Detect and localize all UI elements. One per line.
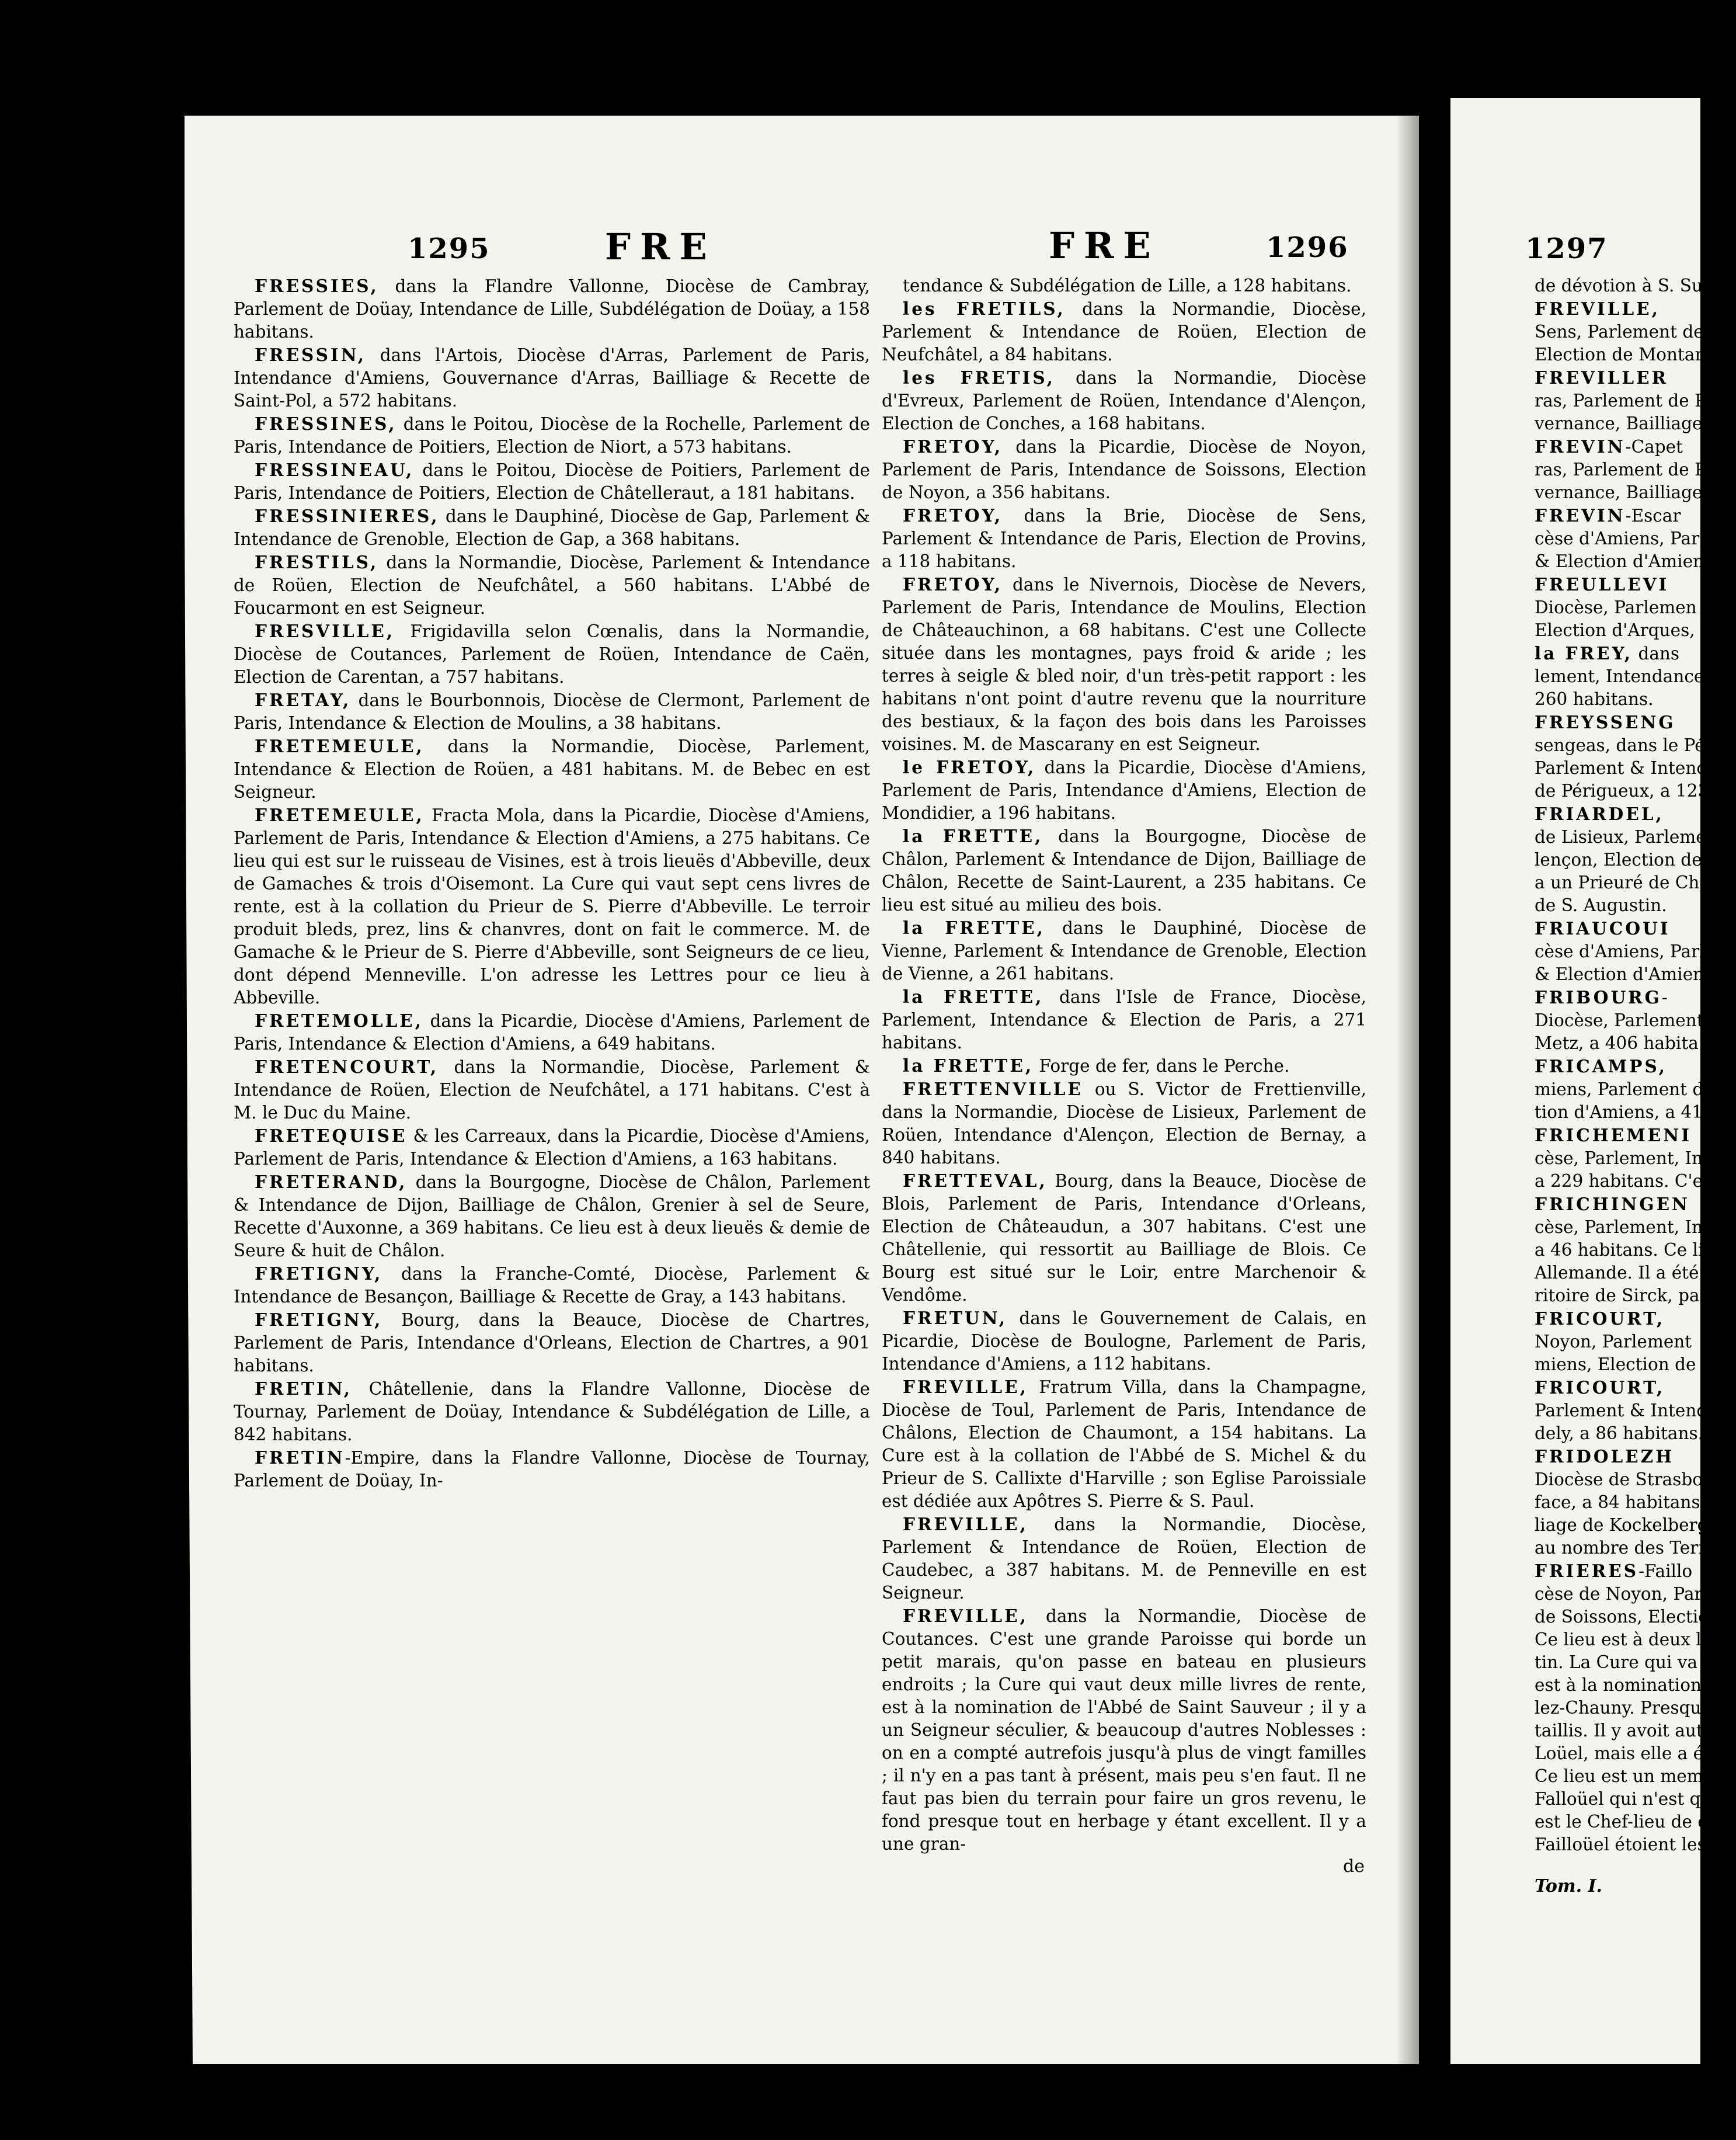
- dictionary-entry: [234, 551, 870, 620]
- entry-headword: FRIAUCOUI: [1535, 918, 1671, 939]
- entry-text: Diocèse, Parlement: [1535, 1010, 1704, 1030]
- dictionary-entry: [234, 1055, 870, 1124]
- entry-headword: FRICHEMENI: [1535, 1125, 1692, 1145]
- entry-text: cèse, Parlement, Int: [1535, 1217, 1710, 1237]
- dictionary-entry: [882, 573, 1366, 756]
- entry-text: ras, Parlement de Par: [1535, 460, 1724, 480]
- dictionary-entry: [1521, 711, 1700, 734]
- dictionary-entry: [234, 1262, 870, 1308]
- dictionary-entry: [882, 1307, 1366, 1375]
- dictionary-entry: [234, 620, 870, 689]
- entry-text: Loüel, mais elle a été e: [1535, 1743, 1736, 1763]
- entry-headword: FRESSINIERES,: [255, 506, 440, 526]
- dictionary-entry: [1521, 1170, 1712, 1193]
- dictionary-entry: [234, 458, 870, 505]
- dictionary-entry: [234, 275, 870, 343]
- entry-text: dans le Bourbonnois, Diocèse de Clermont, Parlement de Paris, Intendance & Election de Moulins, a 38 habitans.: [234, 690, 870, 733]
- dictionary-entry: [882, 985, 1366, 1054]
- dictionary-entry: [1521, 1445, 1700, 1468]
- dictionary-entry: [882, 1375, 1366, 1513]
- entry-headword: FREVILLER: [1535, 367, 1669, 388]
- dictionary-entry: [1521, 596, 1700, 619]
- entry-text: dans le Nivernois, Diocèse de Nevers, Parlement de Paris, Intendance de Moulins, Election de Châteauchinon, a 68 habitans. C'est une Collecte située dans les montagnes, pays froid & aride ; les terres à seigle & bled noir, d'un très-petit rapport : les habitans n'ont point d'autre revenu que la nourriture des bestiaux, & la façon des bois dans les Paroisses voisines. M. de Mascarany en est Seigneur.: [882, 575, 1366, 754]
- page-number-next: 1297: [1525, 232, 1608, 265]
- entry-text: Election de Montar: [1535, 345, 1703, 364]
- entry-headword: FREVIN: [1535, 436, 1626, 457]
- entry-text: cèse d'Amiens, Par: [1535, 529, 1700, 548]
- entry-text: de S. Augustin.: [1535, 895, 1667, 915]
- dictionary-entry: [1521, 826, 1717, 849]
- entry-text: a un Prieuré de Cha: [1535, 873, 1710, 892]
- dictionary-entry: [234, 1446, 870, 1492]
- dictionary-entry: [1521, 1559, 1700, 1583]
- entry-text: au nombre des Terre: [1535, 1538, 1717, 1558]
- dictionary-entry: [1521, 1032, 1700, 1055]
- dictionary-entry: [882, 297, 1366, 366]
- page-number-left: 1295: [408, 232, 490, 265]
- entry-headword: FRESSINEAU,: [255, 460, 415, 480]
- entry-text: dans la Normandie, Diocèse, Parlement, Intendance & Election de Roüen, a 481 habitans. M. de Bebec en est Seigneur.: [234, 737, 870, 802]
- dictionary-entry: [1521, 1833, 1728, 1856]
- column-3-partial: [1521, 275, 1736, 1856]
- entry-headword: FRETEMEULE,: [255, 736, 425, 756]
- dictionary-entry: [882, 366, 1366, 435]
- entry-text: a 229 habitans. C'es: [1535, 1171, 1712, 1191]
- dictionary-entry: [1521, 1101, 1703, 1124]
- dictionary-entry: [1521, 1606, 1720, 1628]
- dictionary-entry: [234, 1124, 870, 1170]
- entry-headword: FRESSIN,: [255, 345, 367, 365]
- entry-text: Bourg, dans la Beauce, Diocèse de Blois, Parlement de Paris, Intendance d'Orleans, Election de Châteaudun, a 307 habitans. C'est une Châtellenie, qui ressortit au Bailliage de Blois. Ce Bourg est situé sur le Loir, entre Marchenoir & Vendôme.: [882, 1171, 1366, 1305]
- dictionary-entry: [1521, 504, 1700, 527]
- entry-text: Fratrum Villa, dans la Champagne, Diocèse de Toul, Parlement de Paris, Intendance de Châlons, Election de Chaumont, a 154 habitans. La Cure est à la collation de l'Abbé de S. Michel & du Prieur de S. Callixte d'Harville ; son Eglise Paroissiale est dédiée aux Apôtres S. Pierre & S. Paul.: [882, 1377, 1366, 1511]
- entry-text: Allemande. Il a été u: [1535, 1263, 1716, 1283]
- entry-text: de dévotion à S. Su: [1535, 276, 1703, 296]
- entry-text: Bourg, dans la Beauce, Diocèse de Chartres, Parlement de Paris, Intendance d'Orleans, Election de Chartres, a 901 habitans.: [234, 1310, 870, 1375]
- entry-headword: les FRETIS,: [903, 367, 1055, 388]
- dictionary-entry: [1521, 1651, 1700, 1674]
- dictionary-entry: [234, 343, 870, 412]
- dictionary-entry: [1521, 366, 1700, 390]
- entry-text: dans la Normandie, Diocèse, Parlement & Intendance de Roüen, Election de Neufchâtel, a 84 habitans.: [882, 299, 1366, 364]
- entry-headword: la FRETTE,: [903, 986, 1044, 1007]
- dictionary-entry: [882, 504, 1366, 573]
- dictionary-entry: [1521, 619, 1700, 642]
- dictionary-entry: [1521, 1765, 1714, 1788]
- dictionary-entry: [1521, 780, 1709, 802]
- dictionary-entry: [1521, 802, 1700, 826]
- entry-text: dans le Poitou, Diocèse de la Rochelle, Parlement de Paris, Intendance de Poitiers, Election de Niort, a 573 habitans.: [234, 414, 870, 457]
- entry-text: dans la Picardie, Diocèse d'Amiens, Parlement de Paris, Intendance & Election d'Amiens, a 649 habitans.: [234, 1011, 870, 1054]
- entry-text: lez-Chauny. Presque: [1535, 1698, 1711, 1718]
- entry-text: cèse d'Amiens, Parl: [1535, 942, 1705, 961]
- entry-text: dans la Bourgogne, Diocèse de Châlon, Parlement & Intendance de Dijon, Bailliage de Châlon, Recette de Saint-Laurent, a 235 habitans. Ce lieu est situé au milieu des bois.: [882, 826, 1366, 915]
- dictionary-entry: [1521, 1422, 1724, 1445]
- entry-headword: FREVILLE,: [1535, 298, 1660, 319]
- entry-text: Election d'Arques,: [1535, 620, 1695, 640]
- catchword: de: [1343, 1856, 1365, 1877]
- gutter-shadow: [1396, 116, 1419, 2064]
- entry-headword: FRESTILS,: [255, 552, 379, 572]
- entry-headword: la FRETTE,: [903, 918, 1045, 938]
- dictionary-entry: [1521, 894, 1700, 917]
- dictionary-entry: [1521, 1674, 1717, 1697]
- entry-headword: FRETTEVAL,: [903, 1170, 1048, 1191]
- entry-headword: FRETAY,: [255, 690, 352, 710]
- dictionary-entry: [1521, 343, 1703, 366]
- running-head-right: FRE: [1049, 224, 1160, 267]
- entry-text: dans l'Isle de France, Diocèse, Parlement, Intendance & Election de Paris, a 271 habitans.: [882, 987, 1366, 1052]
- dictionary-entry: [882, 1169, 1366, 1307]
- entry-text: Diocèse de Strasbourg: [1535, 1469, 1734, 1489]
- dictionary-entry: [1521, 1719, 1703, 1742]
- entry-text: ritoire de Sirck, par: [1535, 1286, 1708, 1305]
- entry-text: ras, Parlement de Par: [1535, 391, 1724, 411]
- dictionary-entry: [1521, 573, 1700, 596]
- running-head-left: FRE: [605, 225, 716, 268]
- entry-text: Parlement & Intendan: [1535, 1401, 1729, 1420]
- dictionary-entry: [882, 1513, 1366, 1604]
- dictionary-entry: [234, 1308, 870, 1377]
- dictionary-entry: [882, 825, 1366, 916]
- entry-headword: FRIERES: [1535, 1561, 1639, 1581]
- dictionary-entry: [1521, 1811, 1707, 1833]
- entry-headword: FREVILLE,: [903, 1514, 1028, 1534]
- entry-text: face, a 84 habitans.: [1535, 1492, 1706, 1512]
- dictionary-entry: [1521, 1583, 1703, 1606]
- dictionary-entry: [1521, 1537, 1717, 1559]
- entry-text: Ce lieu est à deux lieu: [1535, 1630, 1728, 1649]
- dictionary-entry: [1521, 849, 1700, 871]
- dictionary-entry: [882, 435, 1366, 504]
- entry-text: -: [1661, 988, 1668, 1008]
- entry-text: est le Chef-lieu de c: [1535, 1812, 1707, 1832]
- entry-text: tion d'Amiens, a 41: [1535, 1102, 1703, 1122]
- entry-headword: FRETENCOURT,: [255, 1057, 439, 1077]
- dictionary-entry: [1521, 321, 1704, 343]
- dictionary-entry: [1521, 1376, 1700, 1399]
- entry-headword: FRETUN,: [903, 1308, 1007, 1328]
- entry-text: vernance, Bailliage &: [1535, 414, 1724, 433]
- dictionary-entry: [882, 756, 1366, 825]
- dictionary-entry: [882, 275, 1366, 297]
- dictionary-entry: [234, 804, 870, 1009]
- dictionary-entry: [1521, 1193, 1700, 1216]
- entry-text: dans le Gouvernement de Calais, en Picardie, Diocèse de Boulogne, Parlement de Paris, Intendance d'Amiens, a 112 habitans.: [882, 1308, 1366, 1374]
- entry-headword: la FRETTE,: [903, 826, 1043, 846]
- dictionary-entry: [1521, 688, 1700, 711]
- entry-text: dans la Picardie, Diocèse d'Amiens, Parlement de Paris, Intendance d'Amiens, Election de Mondidier, a 196 habitans.: [882, 758, 1366, 823]
- dictionary-entry: [1521, 1262, 1716, 1284]
- entry-headword: FRETOY,: [903, 436, 1003, 457]
- entry-headword: le FRETOY,: [903, 757, 1036, 777]
- column-2: [882, 275, 1366, 1856]
- entry-text: miens, Parlement de: [1535, 1079, 1714, 1099]
- entry-headword: FREVILLE,: [903, 1606, 1028, 1626]
- dictionary-entry: [1521, 1468, 1734, 1491]
- entry-headword: FRICOURT,: [1535, 1308, 1665, 1329]
- dictionary-entry: [1521, 1009, 1704, 1032]
- entry-text: dans le Dauphiné, Diocèse de Gap, Parlement & Intendance de Grenoble, Election de Gap, a 368 habitans.: [234, 506, 870, 549]
- entry-headword: FRETOY,: [903, 574, 1003, 595]
- dictionary-entry: [882, 1054, 1366, 1078]
- entry-headword: la FREY,: [1535, 643, 1633, 663]
- dictionary-entry: [234, 1170, 870, 1262]
- entry-text: dans la Flandre Vallonne, Diocèse de Cambray, Parlement de Doüay, Intendance de Lille, Subdélégation de Doüay, a 158 habitans.: [234, 276, 870, 342]
- entry-text: miens, Election de: [1535, 1354, 1696, 1374]
- dictionary-entry: [1521, 1697, 1711, 1719]
- dictionary-entry: [1521, 1055, 1700, 1078]
- entry-headword: FRICOURT,: [1535, 1377, 1665, 1398]
- entry-headword: FRICHINGEN: [1535, 1194, 1690, 1214]
- entry-text: -Empire, dans la Flandre Vallonne, Diocèse de Tournay, Parlement de Doüay, In-: [234, 1448, 870, 1491]
- entry-text: lençon, Election de: [1535, 850, 1702, 870]
- entry-headword: FRETIGNY,: [255, 1263, 383, 1284]
- entry-headword: FRETOY,: [903, 505, 1003, 526]
- entry-text: dans la Normandie, Diocèse, Parlement & Intendance de Roüen, Election de Caudebec, a 387 habitans. M. de Penneville en est Seigneur.: [882, 1514, 1366, 1603]
- dictionary-entry: [1521, 1491, 1706, 1514]
- entry-text: Ce lieu est un memb: [1535, 1766, 1714, 1786]
- entry-text: Falloüel qui n'est que: [1535, 1789, 1722, 1809]
- entry-text: & les Carreaux, dans la Picardie, Diocèse d'Amiens, Parlement de Paris, Intendance & Election d'Amiens, a 163 habitans.: [234, 1126, 870, 1169]
- entry-headword: la FRETTE,: [903, 1055, 1034, 1076]
- entry-text: Parlement & Intenc: [1535, 758, 1706, 778]
- entry-text: Frigidavilla selon Cœnalis, dans la Normandie, Diocèse de Coutances, Parlement de Roüen, Intendance de Caën, Election de Carentan, a 757 habitans.: [234, 621, 870, 687]
- page-number-right: 1296: [1266, 231, 1349, 264]
- signature-mark: Tom. I.: [1535, 1876, 1603, 1896]
- dictionary-entry: [234, 735, 870, 804]
- dictionary-entry: [1521, 1330, 1700, 1353]
- dictionary-entry: [1521, 297, 1700, 321]
- dictionary-entry: [1521, 642, 1700, 665]
- dictionary-entry: [1521, 458, 1724, 481]
- entry-text: dans la Franche-Comté, Diocèse, Parlement & Intendance de Besançon, Bailliage & Recette de Gray, a 143 habitans.: [234, 1264, 870, 1307]
- dictionary-entry: [1521, 1788, 1722, 1811]
- entry-text: 260 habitans.: [1535, 689, 1654, 709]
- entry-text: Sens, Parlement de: [1535, 322, 1704, 342]
- dictionary-entry: [1521, 1399, 1729, 1422]
- entry-headword: FRETEMEULE,: [255, 805, 425, 825]
- dictionary-entry: [234, 412, 870, 458]
- entry-headword: FRESSINES,: [255, 414, 397, 434]
- entry-text: dely, a 86 habitans. N: [1535, 1423, 1724, 1443]
- entry-headword: FREVILLE,: [903, 1377, 1028, 1397]
- dictionary-entry: [1521, 481, 1724, 504]
- entry-text: cèse de Noyon, Par: [1535, 1584, 1703, 1604]
- dictionary-entry: [1521, 734, 1719, 757]
- dictionary-entry: [1521, 871, 1710, 894]
- dictionary-entry: [882, 916, 1366, 985]
- dictionary-entry: [1521, 1514, 1714, 1537]
- dictionary-entry: [1521, 1284, 1708, 1307]
- entry-text: dans la Normandie, Diocèse, Parlement & Intendance de Roüen, Election de Neufchâtel, a 171 habitans. C'est à M. le Duc du Maine.: [234, 1057, 870, 1123]
- entry-text: dans la Normandie, Diocèse, Parlement & Intendance de Roüen, Election de Neufchâtel, a 560 habitans. L'Abbé de Foucarmont en est Seigneur.: [234, 553, 870, 618]
- entry-headword: FREYSSENG: [1535, 712, 1676, 732]
- entry-text: de Périgueux, a 123: [1535, 781, 1709, 801]
- entry-text: sengeas, dans le Péri: [1535, 735, 1719, 755]
- dictionary-entry: [1521, 1239, 1704, 1262]
- entry-text: est à la nomination c: [1535, 1675, 1717, 1695]
- entry-text: dans la Brie, Diocèse de Sens, Parlement & Intendance de Paris, Election de Provins, a 118 habitans.: [882, 506, 1366, 571]
- entry-text: Fracta Mola, dans la Picardie, Diocèse d'Amiens, Parlement de Paris, Intendance & Election d'Amiens, a 275 habitans. Ce lieu qui est sur le ruisseau de Visines, est à trois lieuës d'Abbeville, deux de Gamaches & trois d'Oisemont. La Cure qui vaut sept cens livres de rente, est à la collation du Prieur de S. Pierre d'Abbeville. Le terroir produit bleds, prez, lins & chanvres, dont on fait le commerce. M. de Gamache & le Prieur de S. Pierre d'Abbeville, sont Seigneurs de ce lieu, dont dépend Menneville. L'on adresse les Lettres pour ce lieu à Abbeville.: [234, 805, 870, 1008]
- entry-text: Metz, a 406 habita: [1535, 1033, 1699, 1053]
- dictionary-entry: [234, 505, 870, 551]
- dictionary-entry: [1521, 1307, 1700, 1330]
- entry-headword: FRETERAND,: [255, 1172, 408, 1192]
- dictionary-entry: [234, 689, 870, 735]
- entry-text: Diocèse, Parlemen: [1535, 597, 1697, 617]
- entry-text: lement, Intendance: [1535, 666, 1704, 686]
- entry-headword: FRESVILLE,: [255, 621, 395, 641]
- entry-text: -Capet: [1625, 437, 1683, 457]
- dictionary-entry: [1521, 757, 1706, 780]
- entry-text: -Escar: [1625, 506, 1681, 526]
- dictionary-entry: [1521, 963, 1704, 986]
- entry-text: taillis. Il y avoit aut: [1535, 1721, 1703, 1741]
- entry-text: de Lisieux, Parlemen: [1535, 827, 1717, 847]
- entry-text: tin. La Cure qui va: [1535, 1652, 1698, 1672]
- dictionary-entry: [1521, 940, 1705, 963]
- dictionary-entry: [882, 1604, 1366, 1856]
- entry-headword: FRIARDEL,: [1535, 804, 1664, 824]
- entry-text: ou S. Victor de Frettienville, dans la Normandie, Diocèse de Lisieux, Parlement de Roüen, Intendance d'Alençon, Election de Bernay, a 840 habitans.: [882, 1079, 1366, 1168]
- dictionary-entry: [1521, 917, 1700, 940]
- entry-text: liage de Kockelberg,: [1535, 1515, 1714, 1535]
- dictionary-entry: [234, 1377, 870, 1446]
- dictionary-entry: [1521, 1628, 1728, 1651]
- entry-text: Noyon, Parlement: [1535, 1332, 1692, 1352]
- dictionary-entry: [882, 1078, 1366, 1169]
- entry-headword: FRIBOURG: [1535, 987, 1662, 1008]
- dictionary-entry: [1521, 1353, 1700, 1376]
- entry-text: dans le Poitou, Diocèse de Poitiers, Parlement de Paris, Intendance de Poitiers, Election de Châtelleraut, a 181 habitans.: [234, 460, 870, 503]
- column-1: [234, 275, 870, 1492]
- entry-text: dans le Dauphiné, Diocèse de Vienne, Parlement & Intendance de Grenoble, Election de Vienne, a 261 habitans.: [882, 918, 1367, 984]
- entry-text: a 46 habitans. Ce li: [1535, 1240, 1704, 1260]
- entry-text: Châtellenie, dans la Flandre Vallonne, Diocèse de Tournay, Parlement de Doüay, Intendance & Subdélégation de Lille, a 842 habitans.: [234, 1379, 870, 1444]
- dictionary-entry: [1521, 1124, 1700, 1147]
- dictionary-entry: [1521, 550, 1704, 573]
- entry-headword: FREVIN: [1535, 505, 1626, 526]
- entry-headword: FRETIGNY,: [255, 1309, 383, 1330]
- dictionary-entry: [1521, 527, 1700, 550]
- dictionary-entry: [1521, 1078, 1714, 1101]
- entry-text: & Election d'Amien: [1535, 551, 1704, 571]
- dictionary-entry: [1521, 390, 1724, 412]
- entry-text: tendance & Subdélégation de Lille, a 128 habitans.: [903, 276, 1352, 296]
- dictionary-entry: [1521, 412, 1724, 435]
- entry-text: cèse, Parlement, Inte: [1535, 1148, 1720, 1168]
- dictionary-entry: [1521, 435, 1700, 458]
- entry-headword: FRIDOLEZH: [1535, 1446, 1675, 1467]
- entry-headword: FRESSIES,: [255, 276, 379, 296]
- entry-text: dans: [1633, 644, 1680, 663]
- dictionary-entry: [1521, 1216, 1710, 1239]
- entry-text: dans l'Artois, Diocèse d'Arras, Parlement de Paris, Intendance d'Amiens, Gouvernance d'Arras, Bailliage & Recette de Saint-Pol, a 572 habitans.: [234, 345, 870, 411]
- entry-text: Failloüel étoient les pl: [1535, 1835, 1728, 1854]
- dictionary-entry: [1521, 665, 1704, 688]
- entry-text: de Soissons, Election: [1535, 1607, 1720, 1627]
- entry-headword: FRETIN: [255, 1447, 345, 1468]
- dictionary-entry: [1521, 1147, 1720, 1170]
- entry-headword: FRETEMOLLE,: [255, 1010, 423, 1031]
- dictionary-entry: [234, 1009, 870, 1055]
- entry-headword: FRICAMPS,: [1535, 1056, 1667, 1076]
- entry-headword: FRETTENVILLE: [903, 1079, 1083, 1099]
- entry-text: & Election d'Amien: [1535, 964, 1704, 984]
- dictionary-entry: [1521, 986, 1700, 1009]
- dictionary-entry: [1521, 275, 1703, 297]
- entry-text: dans la Normandie, Diocèse d'Evreux, Parlement de Roüen, Intendance d'Alençon, Election de Conches, a 168 habitans.: [882, 368, 1366, 433]
- entry-headword: FRETEQUISE: [255, 1125, 408, 1146]
- entry-text: -Faillo: [1638, 1561, 1693, 1581]
- entry-headword: les FRETILS,: [903, 298, 1066, 319]
- dictionary-entry: [1521, 1742, 1736, 1765]
- entry-headword: FREULLEVI: [1535, 574, 1669, 595]
- entry-text: dans la Normandie, Diocèse de Coutances. C'est une grande Paroisse qui borde un petit marais, qu'on passe en bateau en plusieurs endroits ; la Cure qui vaut deux mille livres de rente, est à la nomination de l'Abbé de Saint Sauveur ; il y a un Seigneur séculier, & beaucoup d'autres Noblesses : on en a compté autrefois jusqu'à plus de vingt familles ; il n'y en a pas tant à présent, mais peu s'en faut. Il ne faut pas bien du terrain pour faire un gros revenu, le fond presque tout en herbage y étant excellent. Il y a une gran-: [882, 1606, 1366, 1854]
- entry-text: Forge de fer, dans le Perche.: [1034, 1056, 1290, 1076]
- entry-text: vernance, Bailliage &: [1535, 482, 1724, 502]
- entry-headword: FRETIN,: [255, 1378, 353, 1399]
- entry-text: dans la Bourgogne, Diocèse de Châlon, Parlement & Intendance de Dijon, Bailliage de Châlon, Grenier à sel de Seure, Recette d'Auxonne, a 369 habitans. Ce lieu est à deux lieuës & demie de Seure & huit de Châlon.: [234, 1172, 870, 1260]
- entry-text: dans la Picardie, Diocèse de Noyon, Parlement de Paris, Intendance de Soissons, Election de Noyon, a 356 habitans.: [882, 437, 1366, 502]
